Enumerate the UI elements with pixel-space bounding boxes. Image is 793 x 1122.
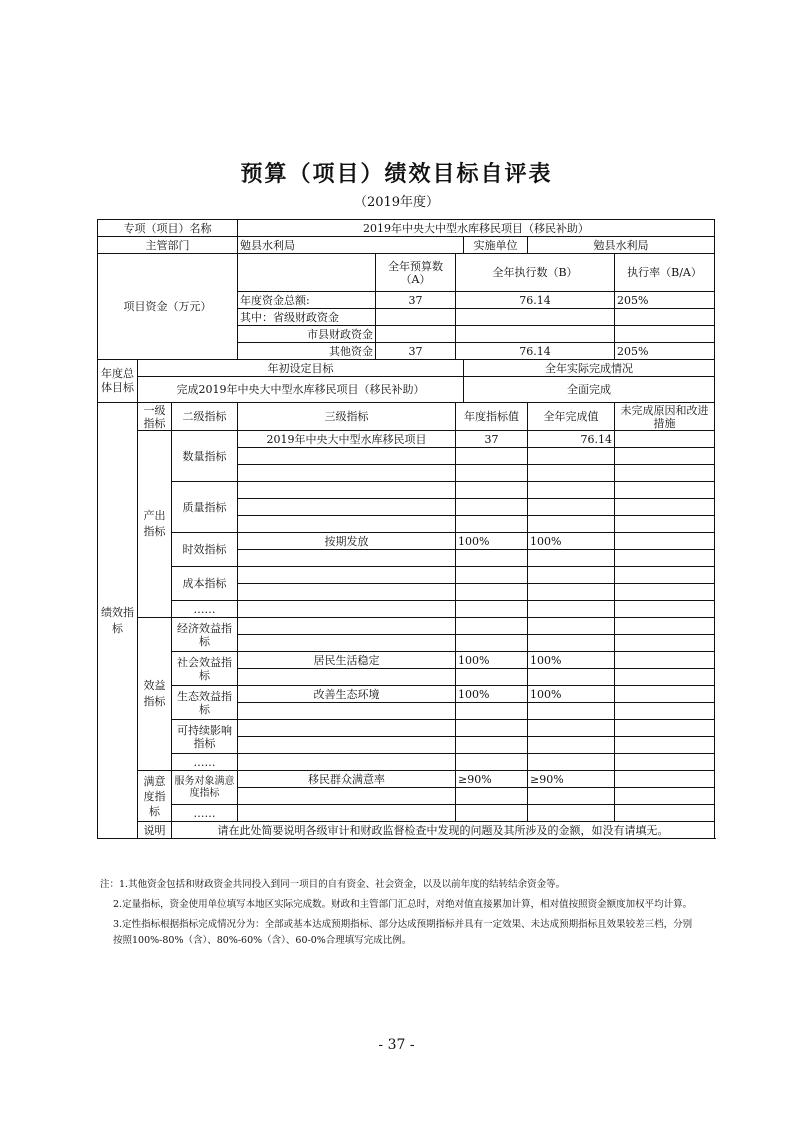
empty-cell: [238, 754, 456, 771]
empty-cell: [615, 652, 715, 669]
perf-row: [98, 805, 715, 822]
unit-label: 实施单位: [464, 237, 528, 254]
empty-cell: [615, 618, 715, 635]
empty-cell: [615, 788, 715, 805]
funds-row-a: 37: [376, 343, 456, 360]
satisfaction-label: 满意度指标: [138, 771, 172, 822]
funds-row-rate: [615, 309, 715, 326]
empty-cell: [615, 448, 715, 465]
empty-cell: [528, 550, 615, 567]
perf-row: [98, 720, 715, 737]
empty-cell: [528, 584, 615, 601]
empty-cell: [456, 584, 528, 601]
empty-cell: [238, 448, 456, 465]
empty-cell: [615, 635, 715, 652]
empty-cell: [456, 703, 528, 720]
empty-cell: [615, 737, 715, 754]
perf-h1: 一级指标: [138, 403, 172, 431]
funds-row-b: 76.14: [456, 292, 615, 309]
perf-row: [98, 652, 715, 669]
quantity-target: 37: [456, 431, 528, 448]
quantity-indicator: 2019年中央大中型水库移民项目: [238, 431, 456, 448]
empty-cell: [456, 635, 528, 652]
empty-cell: [528, 482, 615, 499]
funds-row-name: 其中：省级财政资金: [238, 309, 376, 326]
empty-cell: [615, 431, 715, 448]
empty-cell: [456, 788, 528, 805]
empty-cell: [238, 601, 456, 618]
project-name-label: 专项（项目）名称: [98, 220, 238, 237]
empty-cell: [238, 669, 456, 686]
empty-cell: [615, 601, 715, 618]
empty-cell: [238, 788, 456, 805]
funds-row-rate: 205%: [615, 292, 715, 309]
empty-cell: [238, 550, 456, 567]
perf-row: [98, 754, 715, 771]
quantity-actual: 76.14: [528, 431, 615, 448]
empty-cell: [615, 516, 715, 533]
output-label: 产出指标: [138, 431, 172, 618]
empty-cell: [528, 669, 615, 686]
remark-label: 说明: [138, 822, 172, 839]
funds-row-a: [376, 326, 456, 343]
service-actual: ≥90%: [528, 771, 615, 788]
sustainable-label: 可持续影响指标: [172, 720, 238, 754]
benefit-label: 效益指标: [138, 618, 172, 771]
empty-cell: [528, 805, 615, 822]
empty-cell: [528, 448, 615, 465]
service-label: 服务对象满意度指标: [172, 771, 238, 805]
perf-h6: 未完成原因和改进措施: [615, 403, 715, 431]
overall-content-row: [98, 377, 715, 403]
social-label: 社会效益指标: [172, 652, 238, 686]
satisfaction-ellipsis: ……: [172, 805, 238, 822]
empty-cell: [456, 448, 528, 465]
perf-label: 绩效指标: [98, 403, 138, 839]
overall-label: 年度总体目标: [98, 360, 138, 403]
empty-cell: [615, 550, 715, 567]
empty-cell: [456, 805, 528, 822]
unit-value: 勉县水利局: [528, 237, 715, 254]
empty-cell: [528, 737, 615, 754]
remark-text: 请在此处简要说明各级审计和财政监督检查中发现的问题及其所涉及的金额，如没有请填无。: [172, 822, 715, 839]
perf-row: [98, 567, 715, 584]
output-ellipsis: ……: [172, 601, 238, 618]
quantity-label: 数量指标: [172, 431, 238, 482]
perf-row: [98, 686, 715, 703]
timeliness-actual: 100%: [528, 533, 615, 550]
perf-row: [98, 771, 715, 788]
funds-col-b: 全年执行数（B）: [456, 254, 615, 292]
perf-header-row: [98, 403, 715, 431]
ecological-target: 100%: [456, 686, 528, 703]
empty-cell: [615, 465, 715, 482]
service-indicator: 移民群众满意率: [238, 771, 456, 788]
empty-cell: [456, 669, 528, 686]
funds-row-name: 年度资金总额:: [238, 292, 376, 309]
empty-cell: [238, 618, 456, 635]
social-target: 100%: [456, 652, 528, 669]
empty-cell: [238, 584, 456, 601]
footnote: 3.定性指标根据指标完成情况分为：全部或基本达成预期指标、部分达成预期指标并具有一定效果、未达成预期指标且效果较差三档，分别按照100%-80%（含）、80%-60%（含）、60-0%合理填写完成比例。: [113, 919, 693, 946]
empty-cell: [615, 482, 715, 499]
funds-label: 项目资金（万元）: [98, 254, 238, 360]
empty-cell: [238, 482, 456, 499]
perf-row: [98, 618, 715, 635]
perf-h4: 年度指标值: [456, 403, 528, 431]
ecological-actual: 100%: [528, 686, 615, 703]
empty-cell: [615, 771, 715, 788]
empty-cell: [238, 499, 456, 516]
page-number: - 37 -: [378, 1037, 415, 1053]
empty-cell: [456, 737, 528, 754]
empty-cell: [528, 601, 615, 618]
empty-cell: [528, 754, 615, 771]
empty-cell: [615, 805, 715, 822]
funds-row-a: [376, 309, 456, 326]
perf-h3: 三级指标: [238, 403, 456, 431]
timeliness-target: 100%: [456, 533, 528, 550]
empty-cell: [615, 754, 715, 771]
empty-cell: [456, 720, 528, 737]
ecological-indicator: 改善生态环境: [238, 686, 456, 703]
empty-cell: [528, 720, 615, 737]
funds-row-b: 76.14: [456, 343, 615, 360]
overall-actual-header: 全年实际完成情况: [464, 360, 715, 377]
timeliness-indicator: 按期发放: [238, 533, 456, 550]
overall-planned-header: 年初设定目标: [138, 360, 464, 377]
footnote: 注：1.其他资金包括和财政资金共同投入到同一项目的自有资金、社会资金，以及以前年度的结转结余资金等。: [100, 879, 566, 890]
form-year: （2019年度）: [353, 195, 440, 210]
empty-cell: [615, 499, 715, 516]
empty-cell: [456, 499, 528, 516]
perf-h5: 全年完成值: [528, 403, 615, 431]
empty-cell: [528, 499, 615, 516]
empty-cell: [615, 567, 715, 584]
perf-h2: 二级指标: [172, 403, 238, 431]
ecological-label: 生态效益指标: [172, 686, 238, 720]
perf-row: [98, 482, 715, 499]
footnote: 2.定量指标，资金使用单位填写本地区实际完成数。财政和主管部门汇总时，对绝对值直接累加计算，相对值按照资金额度加权平均计算。: [113, 899, 693, 910]
empty-cell: [238, 737, 456, 754]
empty-cell: [456, 516, 528, 533]
empty-cell: [615, 533, 715, 550]
dept-value: 勉县水利局: [238, 237, 464, 254]
form-title: 预算（项目）绩效目标自评表: [240, 161, 553, 187]
funds-row-a: 37: [376, 292, 456, 309]
empty-cell: [456, 754, 528, 771]
empty-cell: [456, 601, 528, 618]
self-evaluation-table: [97, 219, 715, 839]
funds-col-rate: 执行率（B/A）: [615, 254, 715, 292]
service-target: ≥90%: [456, 771, 528, 788]
economic-label: 经济效益指标: [172, 618, 238, 652]
empty-cell: [238, 635, 456, 652]
timeliness-label: 时效指标: [172, 533, 238, 567]
project-name-row: [98, 220, 715, 237]
empty-cell: [238, 720, 456, 737]
dept-label: 主管部门: [98, 237, 238, 254]
footnotes: [100, 877, 700, 953]
perf-row: [98, 431, 715, 448]
empty-cell: [615, 720, 715, 737]
empty-cell: [615, 584, 715, 601]
funds-row-b: [456, 326, 615, 343]
quality-label: 质量指标: [172, 482, 238, 533]
overall-header-row: [98, 360, 715, 377]
empty-cell: [528, 635, 615, 652]
empty-cell: [238, 805, 456, 822]
empty-cell: [456, 550, 528, 567]
empty-cell: [528, 465, 615, 482]
empty-cell: [456, 567, 528, 584]
empty-cell: [238, 465, 456, 482]
empty-cell: [528, 703, 615, 720]
empty-cell: [456, 618, 528, 635]
funds-row-b: [456, 309, 615, 326]
cost-label: 成本指标: [172, 567, 238, 601]
empty-cell: [238, 516, 456, 533]
empty-cell: [615, 703, 715, 720]
social-actual: 100%: [528, 652, 615, 669]
funds-col-a: 全年预算数（A）: [376, 254, 456, 292]
empty-cell: [528, 788, 615, 805]
empty-cell: [528, 567, 615, 584]
funds-row-name: 市县财政资金: [238, 326, 376, 343]
social-indicator: 居民生活稳定: [238, 652, 456, 669]
empty-cell: [528, 516, 615, 533]
empty-cell: [456, 482, 528, 499]
remark-row: [98, 822, 715, 839]
overall-planned: 完成2019年中央大中型水库移民项目（移民补助）: [138, 377, 464, 403]
empty-cell: [456, 465, 528, 482]
empty-cell: [238, 567, 456, 584]
empty-cell: [238, 703, 456, 720]
empty-cell: [615, 669, 715, 686]
funds-row-rate: 205%: [615, 343, 715, 360]
empty-cell: [615, 686, 715, 703]
project-name-value: 2019年中央大中型水库移民项目（移民补助）: [238, 220, 715, 237]
benefit-ellipsis: ……: [172, 754, 238, 771]
perf-row: [98, 533, 715, 550]
funds-empty-cell: [238, 254, 376, 292]
empty-cell: [528, 618, 615, 635]
funds-header-row: [98, 254, 715, 292]
funds-row-name: 其他资金: [238, 343, 376, 360]
funds-row-rate: [615, 326, 715, 343]
overall-actual: 全面完成: [464, 377, 715, 403]
department-row: [98, 237, 715, 254]
perf-row: [98, 601, 715, 618]
